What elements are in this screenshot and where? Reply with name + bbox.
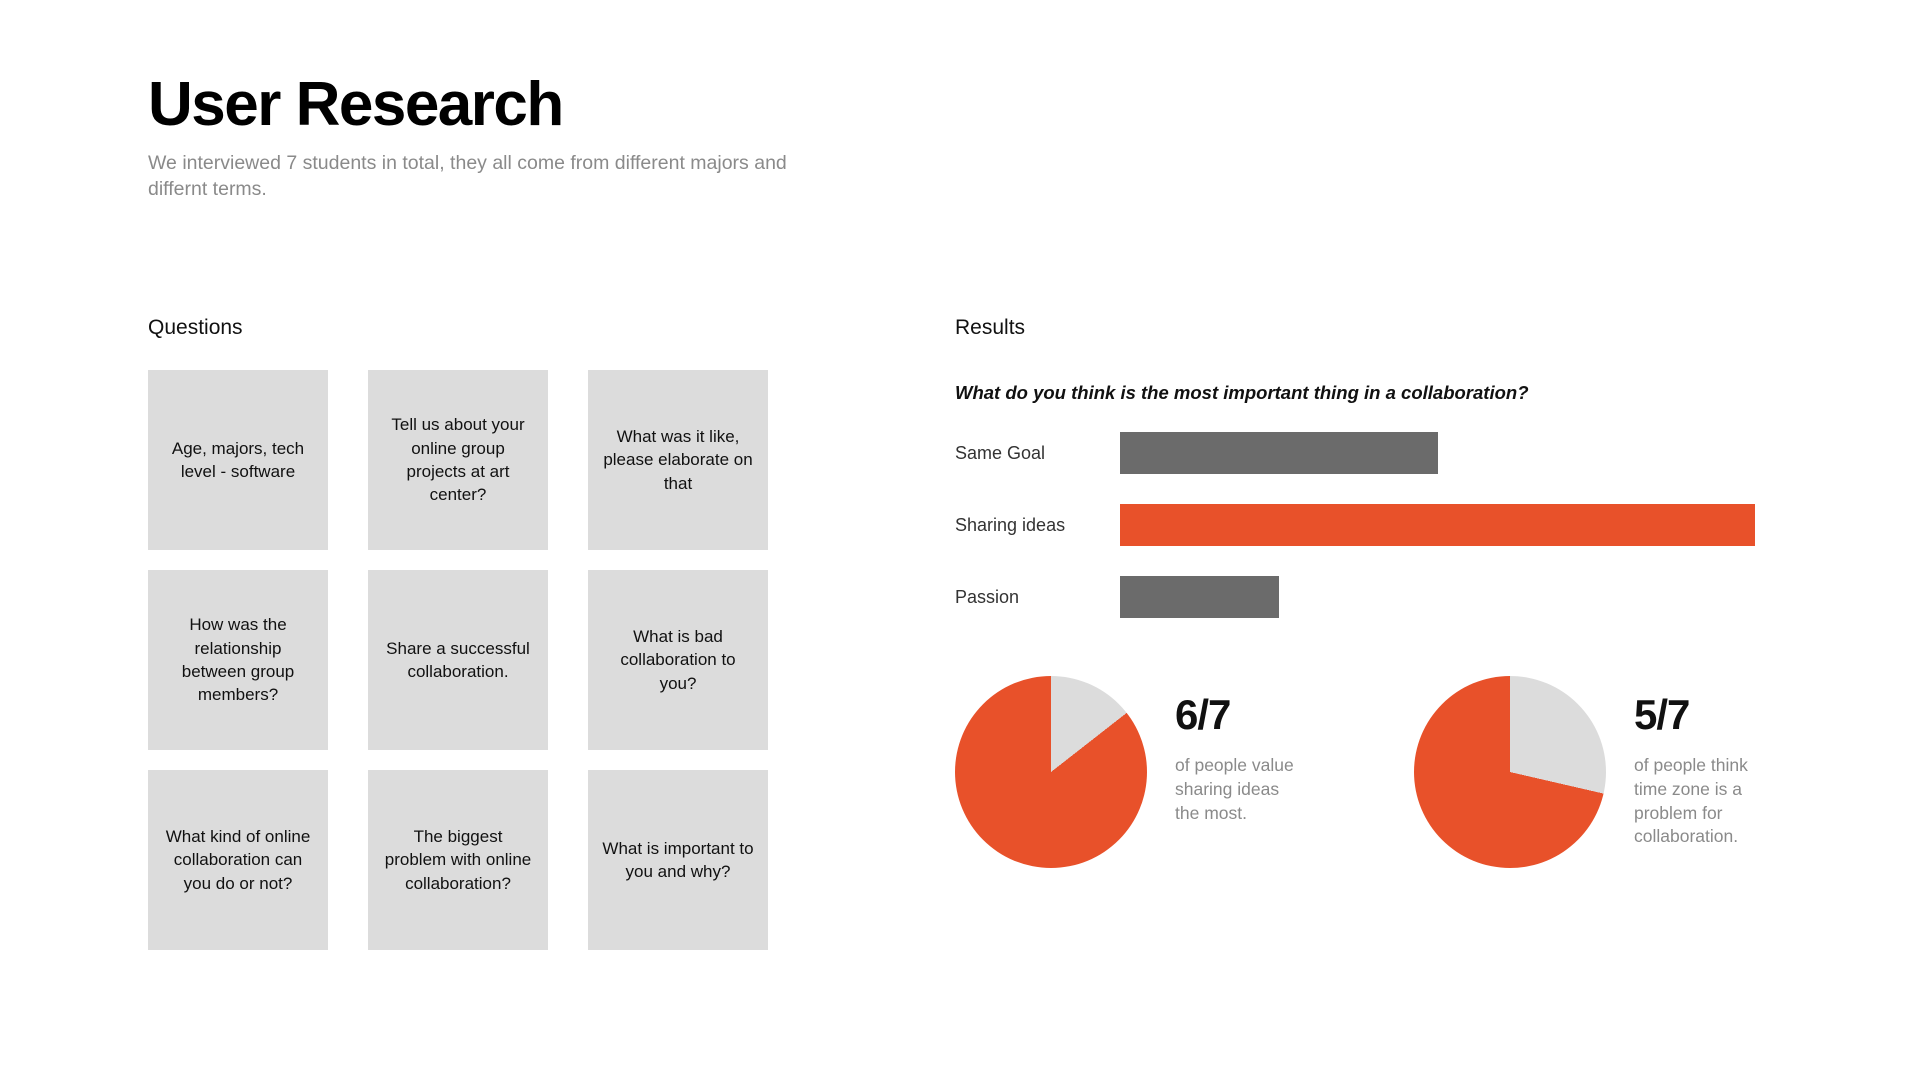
bar-row	[955, 432, 1755, 474]
bar-row	[955, 576, 1755, 618]
question-card: The biggest problem with online collaboration?	[368, 770, 548, 950]
bar-chart	[955, 432, 1755, 618]
page-subtitle: We interviewed 7 students in total, they all come from different majors and differnt terms.	[148, 152, 787, 201]
bar-row	[955, 504, 1755, 546]
bar-label: Same Goal	[955, 442, 1046, 463]
bar-fill	[1120, 432, 1438, 474]
stat-item	[955, 676, 1296, 868]
bar-track	[1120, 504, 1755, 546]
question-card: Share a successful collaboration.	[368, 570, 548, 750]
stat-description: of people value sharing ideas the most.	[1175, 755, 1294, 823]
page-title: User Research	[148, 70, 563, 139]
bar-track	[1120, 432, 1755, 474]
bar-label: Passion	[955, 586, 1020, 607]
results-section-title: Results	[955, 316, 1026, 339]
bar-label: Sharing ideas	[955, 514, 1066, 535]
stat-value: 6/7	[1175, 691, 1231, 738]
question-card: What is important to you and why?	[588, 770, 768, 950]
bar-fill	[1120, 504, 1755, 546]
questions-grid	[148, 370, 808, 950]
stat-item	[1414, 676, 1755, 868]
stats-row	[955, 676, 1755, 868]
question-card: What is bad collaboration to you?	[588, 570, 768, 750]
question-card: What kind of online collaboration can you do or not?	[148, 770, 328, 950]
results-section	[955, 316, 1755, 868]
header	[148, 72, 908, 203]
question-card: How was the relationship between group members?	[148, 570, 328, 750]
stat-description: of people think time zone is a problem for collaboration.	[1634, 755, 1748, 847]
pie-chart-icon	[1414, 676, 1606, 868]
question-card: What was it like, please elaborate on that	[588, 370, 768, 550]
bar-track	[1120, 576, 1755, 618]
results-question: What do you think is the most important thing in a collaboration?	[955, 382, 1529, 403]
questions-section	[148, 316, 808, 950]
stat-text	[1634, 676, 1755, 849]
question-card: Age, majors, tech level - software	[148, 370, 328, 550]
stat-value: 5/7	[1634, 691, 1690, 738]
bar-fill	[1120, 576, 1279, 618]
pie-chart-icon	[955, 676, 1147, 868]
stat-text	[1175, 676, 1296, 825]
question-card: Tell us about your online group projects at art center?	[368, 370, 548, 550]
questions-section-title: Questions	[148, 316, 243, 339]
